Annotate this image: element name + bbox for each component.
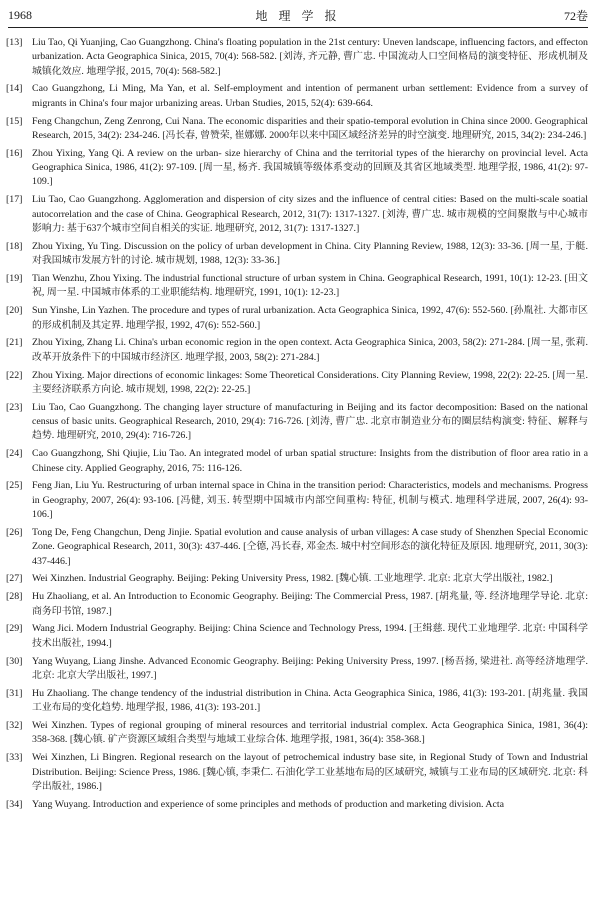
reference-text: Liu Tao, Cao Guangzhong. Agglomeration and dispersion of city sizes and the influence of central cities: Based on the multi-scale soatial autocorrelation and the case of China. Geographical Research, 2012, 31(7): 1317-1327. [刘涛, 曹广忠. 城市规模的空间聚散与中心城市影响力: 基于637个城市空间自相关的实证. 地理研究, 2012, 31(7): 1317-1327.] — [32, 194, 588, 234]
page-header — [8, 6, 588, 24]
reference-item — [6, 719, 588, 748]
reference-item — [6, 622, 588, 651]
reference-item — [6, 401, 588, 444]
reference-number: [16] — [6, 147, 23, 159]
reference-number: [17] — [6, 194, 23, 206]
reference-item — [6, 304, 588, 333]
reference-number: [29] — [6, 623, 23, 635]
reference-text: Liu Tao, Qi Yuanjing, Cao Guangzhong. China's floating population in the 21st century: Uneven landscape, influencing factors, and effecton urbanization. Acta Geographica Sinica, 2015, 70(4): 568-582. [刘涛, 齐元静, 曹广忠. 中国流动人口空间格局的演变特征、形成机制及城镇化效应. 地理学报, 2015, 70(4): 568-582.] — [32, 37, 588, 77]
reference-text: Wei Xinzhen. Types of regional grouping of mineral resources and territorial industrial complex. Acta Geographica Sinica, 1981, 36(4): 358-368. [魏心镇. 矿产资源区域组合类型与地域工业综合体. 地理学报, 1981, 36(4): 358-368.] — [32, 720, 588, 746]
reference-item — [6, 272, 588, 301]
header-rule — [8, 27, 588, 28]
reference-text: Zhou Yixing. Major directions of economic linkages: Some Theoretical Considerations. City Planning Review, 1998, 22(2): 22-25. [周一星. 主要经济联系方向论. 城市规划, 1998, 22(2): 22-25.] — [32, 369, 588, 395]
reference-item — [6, 336, 588, 365]
reference-text: Liu Tao, Cao Guangzhong. The changing layer structure of manufacturing in Beijing and its factor decomposition: Based on the national census of basic units. Geographical Research, 2010, 29(4): 716-726. [刘涛, 曹广忠. 北京市制造业分布的圈层结构演变: 特征、解释与趋势. 地理研究, 2010, 29(4): 716-726.] — [32, 401, 588, 442]
reference-item — [6, 36, 588, 79]
reference-item — [6, 572, 588, 586]
reference-number: [26] — [6, 526, 23, 538]
reference-number: [24] — [6, 448, 23, 460]
reference-number: [21] — [6, 337, 23, 349]
reference-item — [6, 751, 588, 794]
reference-item — [6, 798, 588, 812]
reference-number: [20] — [6, 305, 23, 317]
reference-text: Hu Zhaoliang, et al. An Introduction to Economic Geography. Beijing: The Commercial Press, 1987. [胡兆量, 等. 经济地理学导论. 北京: 商务印书馆, 1987.] — [32, 591, 588, 617]
volume-label: 72卷 — [563, 8, 588, 23]
reference-text: Cao Guangzhong, Shi Qiujie, Liu Tao. An integrated model of urban spatial structure: Insights from the distribution of floor area ratio in a Chinese city. Applied Geography, 2016, 75: 116-126. — [32, 448, 588, 474]
reference-item — [6, 479, 588, 522]
reference-item — [6, 82, 588, 111]
reference-number: [31] — [6, 687, 23, 699]
reference-number: [33] — [6, 752, 23, 764]
journal-title: 地 理 学 报 — [255, 8, 341, 23]
reference-text: Tong De, Feng Changchun, Deng Jinjie. Spatial evolution and cause analysis of urban villages: A case study of Shenzhen Special Economic Zone. Geographical Research, 2011, 30(3): 437-446. [仝德, 冯长春, 邓金杰. 城中村空间形态的演化特征及原因. 地理研究, 2011, 30(3): 437-446.] — [32, 526, 588, 567]
reference-text: Hu Zhaoliang. The change tendency of the industrial distribution in China. Acta Geographica Sinica, 1986, 41(3): 193-201. [胡兆量. 我国工业布局的变化趋势. 地理学报, 1986, 41(3): 193-201.] — [32, 687, 588, 714]
reference-number: [27] — [6, 573, 23, 585]
reference-text: Wei Xinzhen, Li Bingren. Regional research on the layout of petrochemical industry base site, in Regional Study of Town and Industrial Distribution. Beijing: Science Press, 1986. [魏心镇, 李秉仁. 石油化学工业基地布局的区域研究, 城镇与工业布局的区域研究. 北京: 科学出版社, 1986.] — [32, 752, 588, 792]
reference-text: Wang Jici. Modern Industrial Geography. Beijing: China Science and Technology Press, 1994. [王缉慈. 现代工业地理学. 北京: 中国科学技术出版社, 1994.] — [32, 623, 588, 649]
reference-text: Feng Changchun, Zeng Zenrong, Cui Nana. The economic disparities and their spatio-temporal evolution in China since 2000. Geographical Research, 2015, 34(2): 234-246. [冯长春, 曾赞荣, 崔娜娜. 2000年以来中国区域经济差异的时空演变. 地理研究, 2015, 34(2): 234-246.] — [32, 115, 588, 141]
reference-number: [18] — [6, 240, 23, 252]
reference-item — [6, 193, 588, 236]
reference-text: Yang Wuyang, Liang Jinshe. Advanced Economic Geography. Beijing: Peking University Press, 1997. [杨吾扬, 梁进社. 高等经济地理学. 北京: 北京大学出版社, 1997.] — [32, 655, 588, 681]
reference-item — [6, 655, 588, 684]
page-number: 1968 — [8, 7, 32, 22]
reference-number: [13] — [6, 37, 23, 48]
reference-number: [14] — [6, 83, 23, 95]
reference-number: [30] — [6, 655, 23, 667]
reference-text: Zhou Yixing, Zhang Li. China's urban economic region in the open context. Acta Geographica Sinica, 2003, 58(2): 271-284. [周一星, 张莉. 改革开放条件下的中国城市经济区. 地理学报, 2003, 58(2): 271-284.] — [32, 337, 588, 363]
reference-text: Feng Jian, Liu Yu. Restructuring of urban internal space in China in the transition period: Characteristics, models and mechanisms. Progress in Geography, 2007, 26(4): 93-106. [冯健, 刘玉. 转型期中国城市内部空间重构: 特征, 机制与模式. 地理科学进展, 2007, 26(4): 93-106.] — [32, 480, 588, 521]
reference-text: Yang Wuyang. Introduction and experience of some principles and methods of production and marketing division. Acta — [32, 798, 505, 810]
reference-number: [19] — [6, 273, 23, 285]
reference-number: [22] — [6, 369, 23, 381]
reference-number: [15] — [6, 115, 23, 127]
reference-item — [6, 590, 588, 619]
reference-item — [6, 687, 588, 716]
reference-text: Cao Guangzhong, Li Ming, Ma Yan, et al. Self-employment and intention of permanent urban settlement: Evidence from a survey of migrants in China's four major urbanizing areas. Urban Studies, 2015, 52(4): 639-664. — [32, 83, 588, 109]
reference-list — [6, 36, 588, 816]
reference-number: [34] — [6, 798, 23, 810]
reference-text: Wei Xinzhen. Industrial Geography. Beijing: Peking University Press, 1982. [魏心镇. 工业地理学. 北京: 北京大学出版社, 1982.] — [32, 573, 553, 585]
reference-item — [6, 526, 588, 569]
reference-number: [23] — [6, 401, 23, 413]
reference-item — [6, 240, 588, 269]
reference-item — [6, 447, 588, 476]
reference-number: [25] — [6, 480, 23, 492]
reference-text: Sun Yinshe, Lin Yazhen. The procedure and types of rural urbanization. Acta Geographica Sinica, 1992, 47(6): 552-560. [孙胤社. 大都市区的形成机制及其定界. 地理学报, 1992, 47(6): 552-560.] — [32, 305, 588, 331]
reference-item — [6, 147, 588, 190]
reference-item — [6, 115, 588, 144]
reference-text: Zhou Yixing, Yu Ting. Discussion on the policy of urban development in China. City Planning Review, 1988, 12(3): 33-36. [周一星, 于艇. 对我国城市发展方针的讨论. 城市规划, 1988, 12(3): 33-36.] — [32, 240, 588, 267]
reference-text: Zhou Yixing, Yang Qi. A review on the urban- size hierarchy of China and the territorial types of the hierarchy on provincial level. Acta Geographica Sinica, 1986, 41(2): 97-109. [周一星, 杨齐. 我国城镇等级体系变动的回顾及其省区地域类型. 地理学报, 1986, 41(2): 97-109.] — [32, 147, 588, 188]
reference-number: [28] — [6, 591, 23, 603]
reference-text: Tian Wenzhu, Zhou Yixing. The industrial functional structure of urban system in China. Geographical Research, 1991, 10(1): 12-23. [田文祝, 周一星. 中国城市体系的工业职能结构. 地理研究, 1991, 10(1): 12-23.] — [32, 273, 588, 299]
reference-number: [32] — [6, 720, 23, 732]
reference-item — [6, 369, 588, 398]
